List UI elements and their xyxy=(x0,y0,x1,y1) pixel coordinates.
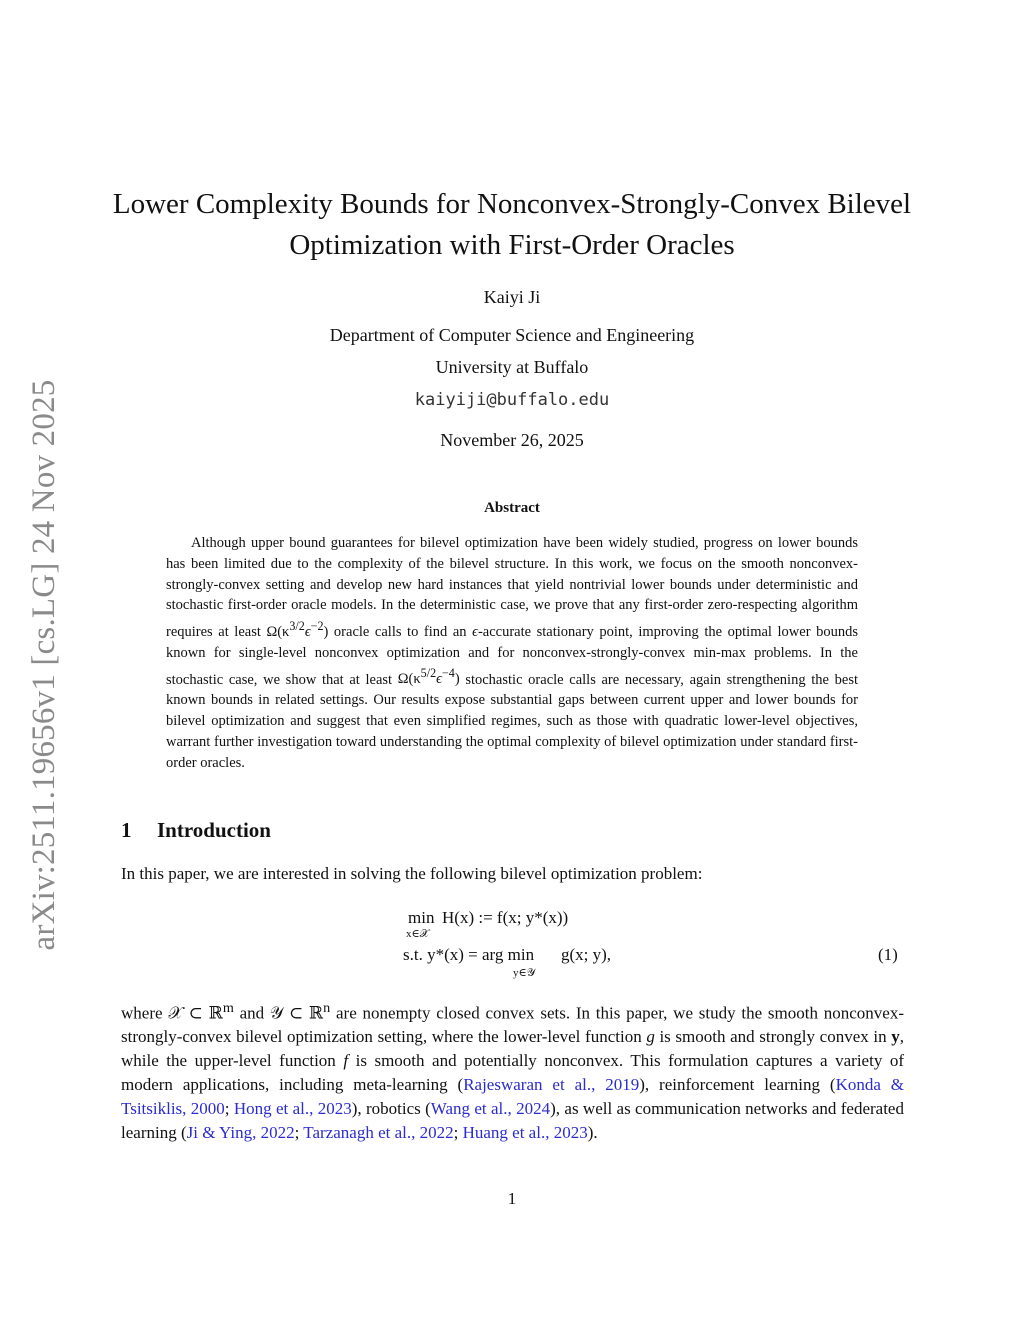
citation-link[interactable]: Hong et al., 2023 xyxy=(233,1098,352,1118)
citation-link[interactable]: Tarzanagh et al., 2022 xyxy=(303,1122,454,1142)
equation-min-operator: min xyxy=(408,908,435,927)
abstract-heading: Abstract xyxy=(484,500,540,516)
intro-paragraph: where 𝒳 ⊂ ℝ$^m$ and 𝒴 ⊂ ℝ$^n$ are nonempty closed convex sets. In this paper, we study the smooth nonconvex-strongly-convex bilevel optimization setting, where the lower-level function g is smooth and strongly convex in y, while the upper-level function f is smooth and potentially nonconvex. This formulation captures a variety of modern applications, including meta-learning (Rajeswaran et al., 2019), reinforcement learning (Konda & Tsitsiklis, 2000; Hong et al., 2023), robotics (Wang et al., 2024), as well as communication networks and federated learning (Ji & Ying, 2022; Tarzanagh et al., 2022; Huang et al., 2023). xyxy=(121,1000,905,1142)
abstract-text: -accurate stationary point, improving the optimal lower bounds known for single-level nonconvex optimization and for nonconvex-strongly-convex min-max problems. In the stochastic case, we show that at least xyxy=(166,624,858,688)
author-department: Department of Computer Science and Engineering xyxy=(329,325,695,345)
title-line-2: Optimization with First-Order Oracles xyxy=(289,229,735,261)
arxiv-side-stamp xyxy=(20,370,68,960)
arxiv-identifier: arXiv:2511.19656v1 [cs.LG] 24 Nov 2025 xyxy=(26,379,62,951)
abstract-text: stochastic oracle calls are necessary, again strengthening the best known bounds in related settings. Our results expose substantial gaps between current upper and lower bounds for bilevel optimization and suggest that even simplified regimes, such as those with quadratic lower-level objectives, warrant further investigation toward understanding the optimal complexity of bilevel optimization under standard first-order oracles. xyxy=(166,671,858,771)
author-email[interactable]: kaiyiji@buffalo.edu xyxy=(414,390,610,410)
math-lower-bound-deterministic: $\Omega(\kappa^{3/2}\epsilon^{-2})$ xyxy=(266,619,329,641)
section-title: Introduction xyxy=(157,818,271,842)
math-lower-bound-stochastic: $\Omega(\kappa^{5/2}\epsilon^{-4})$ xyxy=(397,666,460,688)
intro-sentence: In this paper, we are interested in solving the following bilevel optimization problem: xyxy=(121,864,703,883)
citation-link[interactable]: Huang et al., 2023 xyxy=(462,1122,588,1142)
citation-link[interactable]: Wang et al., 2024 xyxy=(430,1098,551,1118)
citation-link[interactable]: Rajeswaran et al., 2019 xyxy=(463,1075,640,1095)
page-number: 1 xyxy=(507,1189,517,1208)
equation-number: (1) xyxy=(878,945,898,964)
math-epsilon: ϵ xyxy=(472,624,478,641)
abstract-text: oracle calls to find an xyxy=(328,624,473,641)
author-university: University at Buffalo xyxy=(435,357,589,377)
author-name: Kaiyi Ji xyxy=(483,287,541,307)
equation-argmin-subscript: y∈𝒴 xyxy=(513,967,536,979)
section-heading-introduction xyxy=(121,818,271,843)
abstract-body xyxy=(166,533,858,773)
citation-link[interactable]: Ji & Ying, 2022 xyxy=(186,1122,295,1142)
paper-title xyxy=(100,184,924,266)
section-number: 1 xyxy=(121,818,132,842)
citation-link[interactable]: Konda & Tsitsiklis, 2000 xyxy=(121,1075,905,1118)
equation-min-subscript: x∈𝒳 xyxy=(406,928,430,940)
equation-objective: H(x) := f(x; y*(x)) xyxy=(442,908,569,927)
paper-date: November 26, 2025 xyxy=(440,430,584,450)
title-line-1: Lower Complexity Bounds for Nonconvex-Strongly-Convex Bilevel xyxy=(112,188,912,220)
equation-constraint-rhs: g(x; y), xyxy=(561,945,612,964)
equation-constraint-lhs: s.t. y*(x) = arg min xyxy=(403,945,535,964)
abstract-text: Although upper bound guarantees for bilevel optimization have been widely studied, progress on lower bounds has been limited due to the complexity of the bilevel structure. In this work, we focus on the smooth nonconvex-strongly-convex setting and develop new hard instances that yield nontrivial lower bounds under deterministic and stochastic first-order oracle models. In the deterministic case, we prove that any first-order zero-respecting algorithm requires at least xyxy=(166,535,858,641)
